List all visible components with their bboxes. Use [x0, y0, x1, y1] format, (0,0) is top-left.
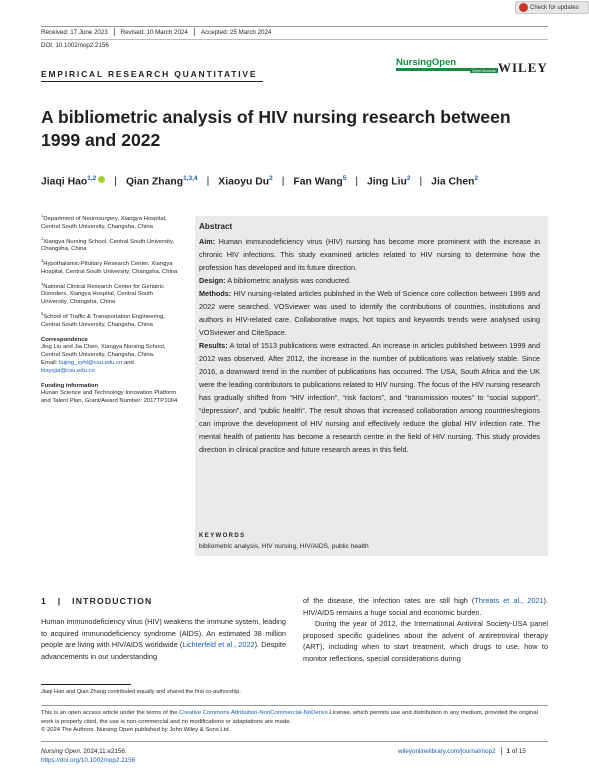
author-separator: | [114, 176, 117, 188]
footer-separator [501, 747, 502, 755]
revised-date: Revised: 10 March 2024 [120, 29, 188, 36]
email-link[interactable]: liujing_xyhl@csu.edu.cn [59, 360, 123, 366]
header-rule-2 [41, 39, 548, 40]
author[interactable]: Jiaqi Hao$^{1,2}$ [41, 175, 105, 187]
citation-link[interactable]: Threats et al., 2021 [474, 596, 544, 605]
author[interactable]: Qian Zhang$^{1,3,4}$ [125, 175, 198, 188]
citation-link[interactable]: Lichterfeld et al., 2022 [182, 640, 255, 650]
page-number: 1 of 15 [506, 747, 526, 755]
crossmark-icon [519, 3, 528, 12]
check-updates-button[interactable] [515, 1, 589, 14]
funding-text: Hunan Science and Technology Innovation Platform and Talent Plan, Grant/Award Number: 2017TP1004 [41, 390, 178, 405]
affiliation: $^1$Department of Neurosurgery, Xiangya Hospital, Central South University, Changsha, China [41, 213, 167, 230]
accepted-date: Accepted: 25 March 2024 [200, 29, 272, 36]
author[interactable]: Fan Wang$^5$ [293, 175, 347, 188]
journal-site-link[interactable]: wileyonlinelibrary.com/journal/nop2 [398, 747, 496, 755]
publisher-logo[interactable]: WILEY [498, 60, 548, 75]
abstract-heading: Abstract [199, 222, 233, 231]
footer-rule [41, 741, 548, 742]
page-footer [398, 747, 526, 755]
email-link[interactable]: hlxycjia@csu.edu.cn [41, 367, 95, 374]
date-separator [194, 28, 195, 36]
received-date: Received: 17 June 2023 [41, 29, 108, 36]
section-heading: 1 | INTRODUCTION [41, 596, 153, 606]
author[interactable]: Xiaoyu Du$^2$ [218, 175, 273, 188]
citation-info: Nursing Open. 2024;11:e2156. https://doi.org/10.1002/nop2.2156 [41, 748, 136, 765]
affiliation: $^4$National Clinical Research Center for Geriatric Disorders, Xiangya Hospital, Central South University, Changsha, China [41, 280, 165, 306]
date-separator [114, 28, 115, 36]
doi-link[interactable]: https://doi.org/10.1002/nop2.2156 [41, 757, 136, 765]
open-access-tag: Open Access [472, 68, 496, 73]
license-text: This is an open access article under the terms of the Creative Commons Attribution-NonCommercial-NoDerivs License, which permits use and distribution in any medium, provided the original work is properly cited, the use is non-commercial and no modifications or adaptations are made. © 2024 The Authors. Nursing Open published by John Wiley & Sons Ltd. [41, 710, 539, 734]
license-link[interactable]: Creative Commons Attribution-NonCommercial-NoDerivs [179, 710, 328, 716]
author-separator: | [281, 176, 285, 188]
author-separator: | [419, 176, 423, 188]
author-list [41, 175, 478, 187]
funding-heading: Funding information [41, 382, 99, 389]
orcid-icon[interactable] [98, 176, 105, 183]
footnote-rule [41, 684, 131, 685]
body-column-right: of the disease, the infection rates are still high (Threats et al., 2021). HIV/AIDS remains a huge social and economic burden. During the year of 2012, the International Antiviral Society-USA panel proposed specific guidelines about the advent of antiretroviral therapy (ART), including when to start treatment, which drugs to use, how to monitor reflections, special considerations during [303, 596, 549, 663]
keywords-list: bibliometric analysis, HIV nursing, HIV/AIDS, public health [199, 543, 369, 550]
doi: DOI: 10.1002/nop2.2156 [41, 42, 109, 49]
check-updates-label: Check for updates [530, 4, 579, 11]
abstract-body: Aim: Human immunodeficiency virus (HIV) nursing has become more prominent with the increase in chronic HIV infections. This study examined articles related to HIV nursing to determine how the profession has developed and its future direction. Design: A bibliometric analysis was conducted. Methods: HIV nursing-related articles published in the Web of Science core collection between 1999 and 2022 were searched. VOSviewer was used to identify the contributions of countries, institutions and authors in HIV-related care. Collaborative maps, hot topics and keywords trends were analysed using VOSviewer and CiteSpace. Results: A total of 1513 publications were extracted. An increase in articles published between 1999 and 2012 was observed. After 2012, the increase in the number of publications was relatively stable. Since 2016, a downward trend in the number of publications has occurred. The USA, South Africa and the UK were the leading contributors to publications related to HIV nursing. The focus of the HIV nursing research has gradually shifted from “HIV infection”, “risk factors”, and “transmission routes” to “social support”, “depression”, and “public health”. The result shows that increased collaboration among countries/regions can improve the development of HIV nursing and effectively reduce the global HIV infection rate. The mental health of patients has become a research centre in the field of HIV nursing. This study provides direction in clinical practice and future research areas in this field. [199, 237, 541, 454]
keywords-heading: KEYWORDS [199, 533, 246, 539]
article-dates [41, 29, 271, 36]
article-title: A bibliometric analysis of HIV nursing research between 1999 and 2022 [41, 107, 511, 150]
author[interactable]: Jia Chen$^2$ [431, 175, 479, 188]
article-category: EMPIRICAL RESEARCH QUANTITATIVE [41, 69, 258, 79]
affiliation: $^2$Xiangya Nursing School, Central South University, Changsha, China [41, 235, 175, 253]
correspondence-text: Jing Liu and Jia Chen, Xiangya Nursing School, Central South University, Changsha, China. Email: liujing_xyhl@csu.edu.cn and hlxycjia@csu.edu.cn [41, 344, 166, 374]
correspondence-heading: Correspondence [41, 336, 88, 343]
author-separator: | [206, 176, 210, 188]
body-column-left: Human immunodeficiency virus (HIV) weakens the immune system, leading to acquired immunodeficiency syndrome (AIDS). An estimated 38 million people are living with HIV/AIDS worldwide (Lichterfeld et al., 2022). Despite advancements in our understanding [41, 617, 286, 661]
author-separator: | [355, 176, 359, 188]
author[interactable]: Jing Liu$^2$ [367, 175, 411, 188]
footnote: Jiaqi Hao and Qian Zhang contributed equally and shared the first co-authorship. [41, 689, 241, 695]
affiliation: $^3$Hypothalamic-Pituitary Research Center, Xiangya Hospital, Central South University, Changsha, China [41, 258, 178, 275]
category-rule [41, 81, 263, 82]
affiliation: $^5$School of Traffic & Transportation Engineering, Central South University, Changsha, China [41, 311, 165, 328]
license-rule [41, 705, 548, 706]
affiliations-sidebar [41, 212, 181, 406]
header-rule [41, 26, 548, 27]
journal-logo[interactable]: NursingOpen [396, 57, 457, 68]
